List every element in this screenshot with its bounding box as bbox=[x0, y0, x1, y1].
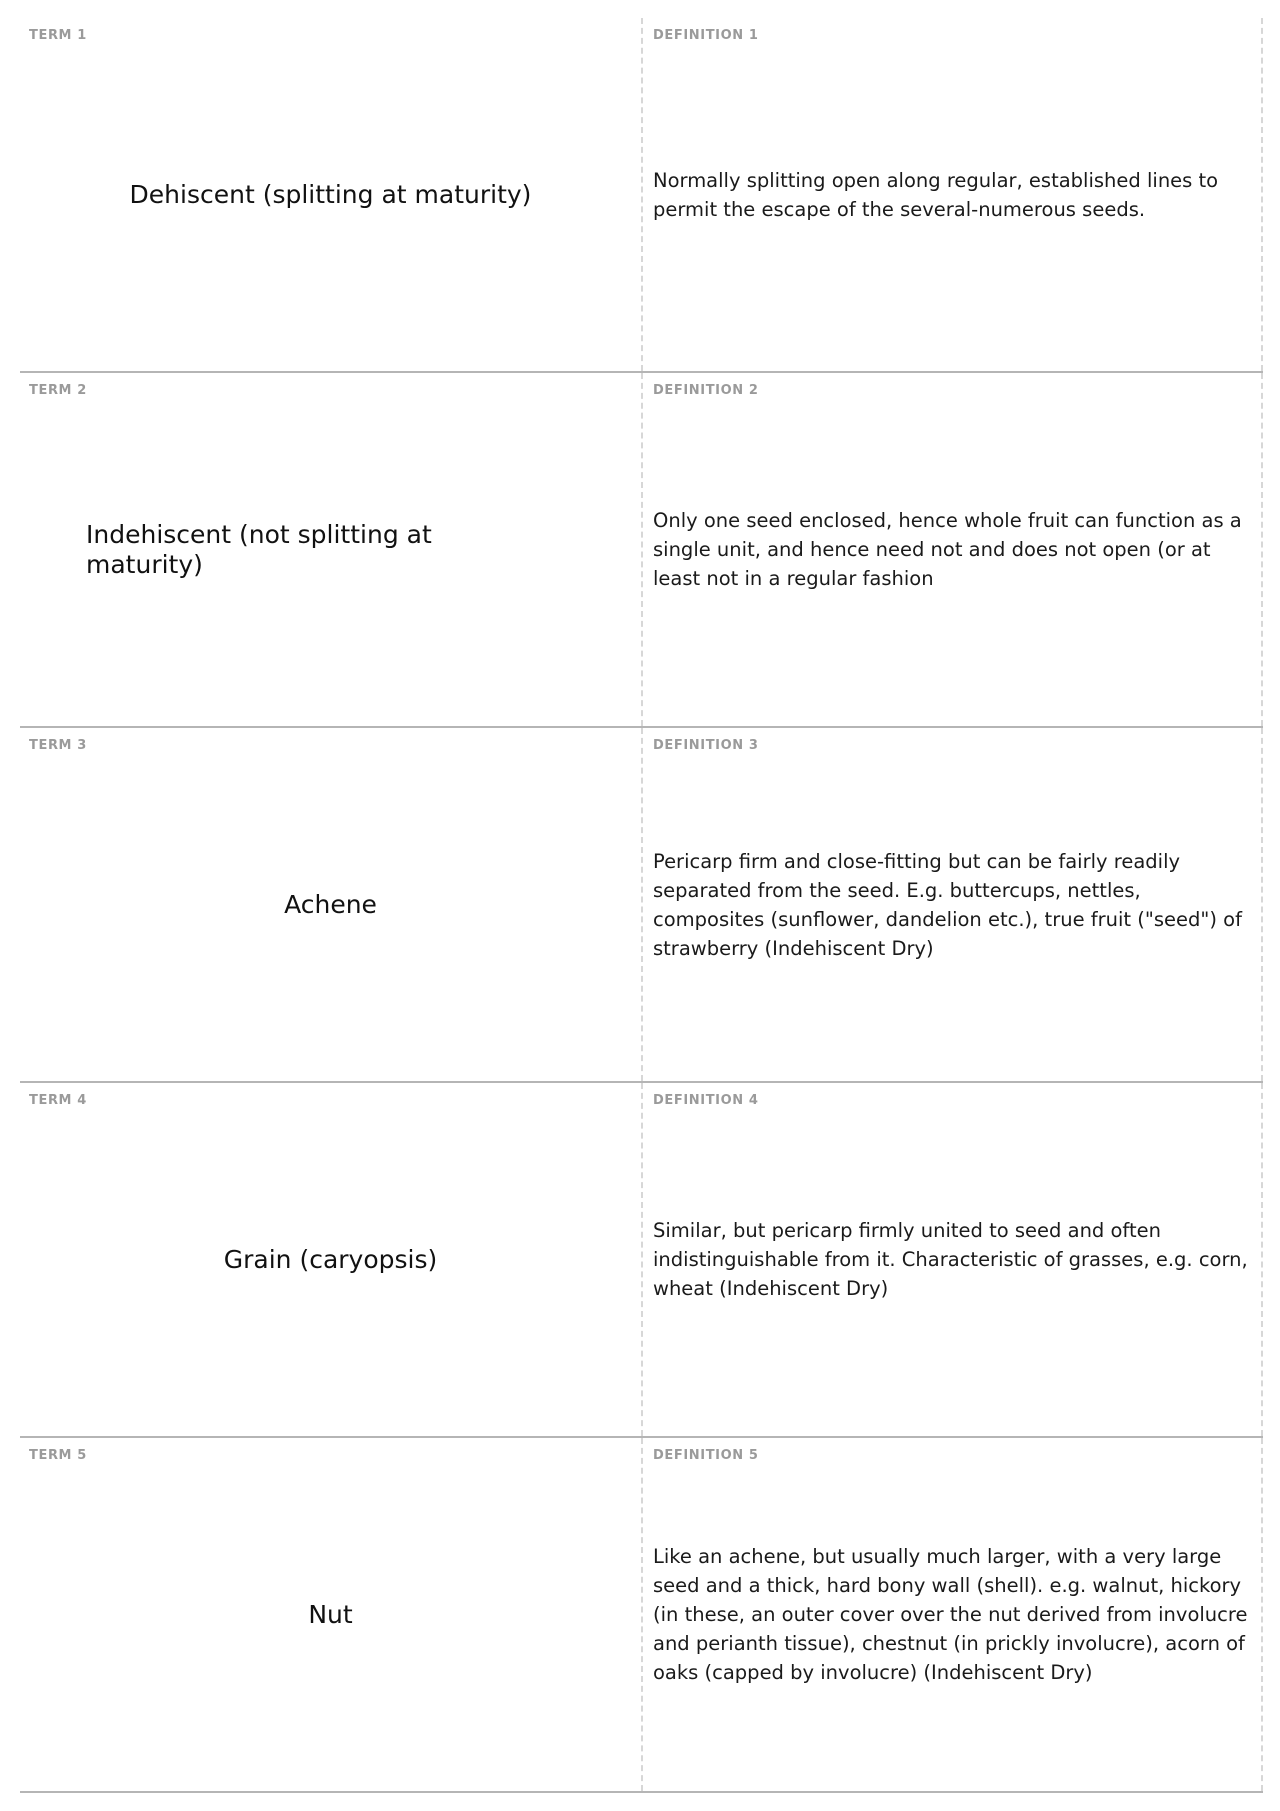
term-text: Indehiscent (not splitting at maturity) bbox=[86, 519, 432, 579]
term-cell bbox=[20, 1438, 643, 1791]
term-label: TERM 1 bbox=[29, 28, 87, 43]
term-label: TERM 3 bbox=[29, 738, 87, 753]
definition-text: Normally splitting open along regular, established lines to permit the escape of the several-numerous seeds. bbox=[653, 168, 1219, 221]
flashcard-row bbox=[20, 373, 1263, 728]
term-cell bbox=[20, 18, 643, 371]
flashcard-row bbox=[20, 728, 1263, 1083]
flashcard-row bbox=[20, 18, 1263, 373]
definition-label: DEFINITION 2 bbox=[653, 383, 759, 398]
definition-cell bbox=[643, 728, 1263, 1081]
definition-cell bbox=[643, 373, 1263, 726]
term-label: TERM 5 bbox=[29, 1448, 87, 1463]
definition-text: Pericarp firm and close-fitting but can be fairly readily separated from the seed. E.g. buttercups, nettles, composites (sunflower, dandelion etc.), true fruit ("seed") of strawberry (Indehiscent Dry) bbox=[653, 849, 1242, 960]
term-text: Nut bbox=[308, 1599, 353, 1629]
definition-cell bbox=[643, 18, 1263, 371]
definition-text: Only one seed enclosed, hence whole fruit can function as a single unit, and hence need not and does not open (or at least not in a regular fashion bbox=[653, 509, 1242, 590]
flashcard-row bbox=[20, 1083, 1263, 1438]
flashcard-row bbox=[20, 1438, 1263, 1793]
definition-cell bbox=[643, 1438, 1263, 1791]
term-cell bbox=[20, 373, 643, 726]
definition-text: Similar, but pericarp firmly united to seed and often indistinguishable from it. Characteristic of grasses, e.g. corn, wheat (Indehiscent Dry) bbox=[653, 1219, 1248, 1300]
definition-label: DEFINITION 3 bbox=[653, 738, 759, 753]
term-label: TERM 2 bbox=[29, 383, 87, 398]
term-label: TERM 4 bbox=[29, 1093, 87, 1108]
term-cell bbox=[20, 728, 643, 1081]
definition-label: DEFINITION 1 bbox=[653, 28, 759, 43]
definition-label: DEFINITION 4 bbox=[653, 1093, 759, 1108]
term-cell bbox=[20, 1083, 643, 1436]
definition-cell bbox=[643, 1083, 1263, 1436]
term-text: Dehiscent (splitting at maturity) bbox=[129, 179, 532, 209]
term-text: Grain (caryopsis) bbox=[223, 1244, 438, 1274]
definition-text: Like an achene, but usually much larger, with a very large seed and a thick, hard bony wall (shell). e.g. walnut, hickory (in these, an outer cover over the nut derived from involucre and perianth tissue), chestnut (in prickly involucre), acorn of oaks (capped by involucre) (Indehiscent Dry) bbox=[653, 1545, 1248, 1684]
flashcard-sheet bbox=[20, 18, 1263, 1793]
term-text: Achene bbox=[284, 889, 377, 919]
definition-label: DEFINITION 5 bbox=[653, 1448, 759, 1463]
